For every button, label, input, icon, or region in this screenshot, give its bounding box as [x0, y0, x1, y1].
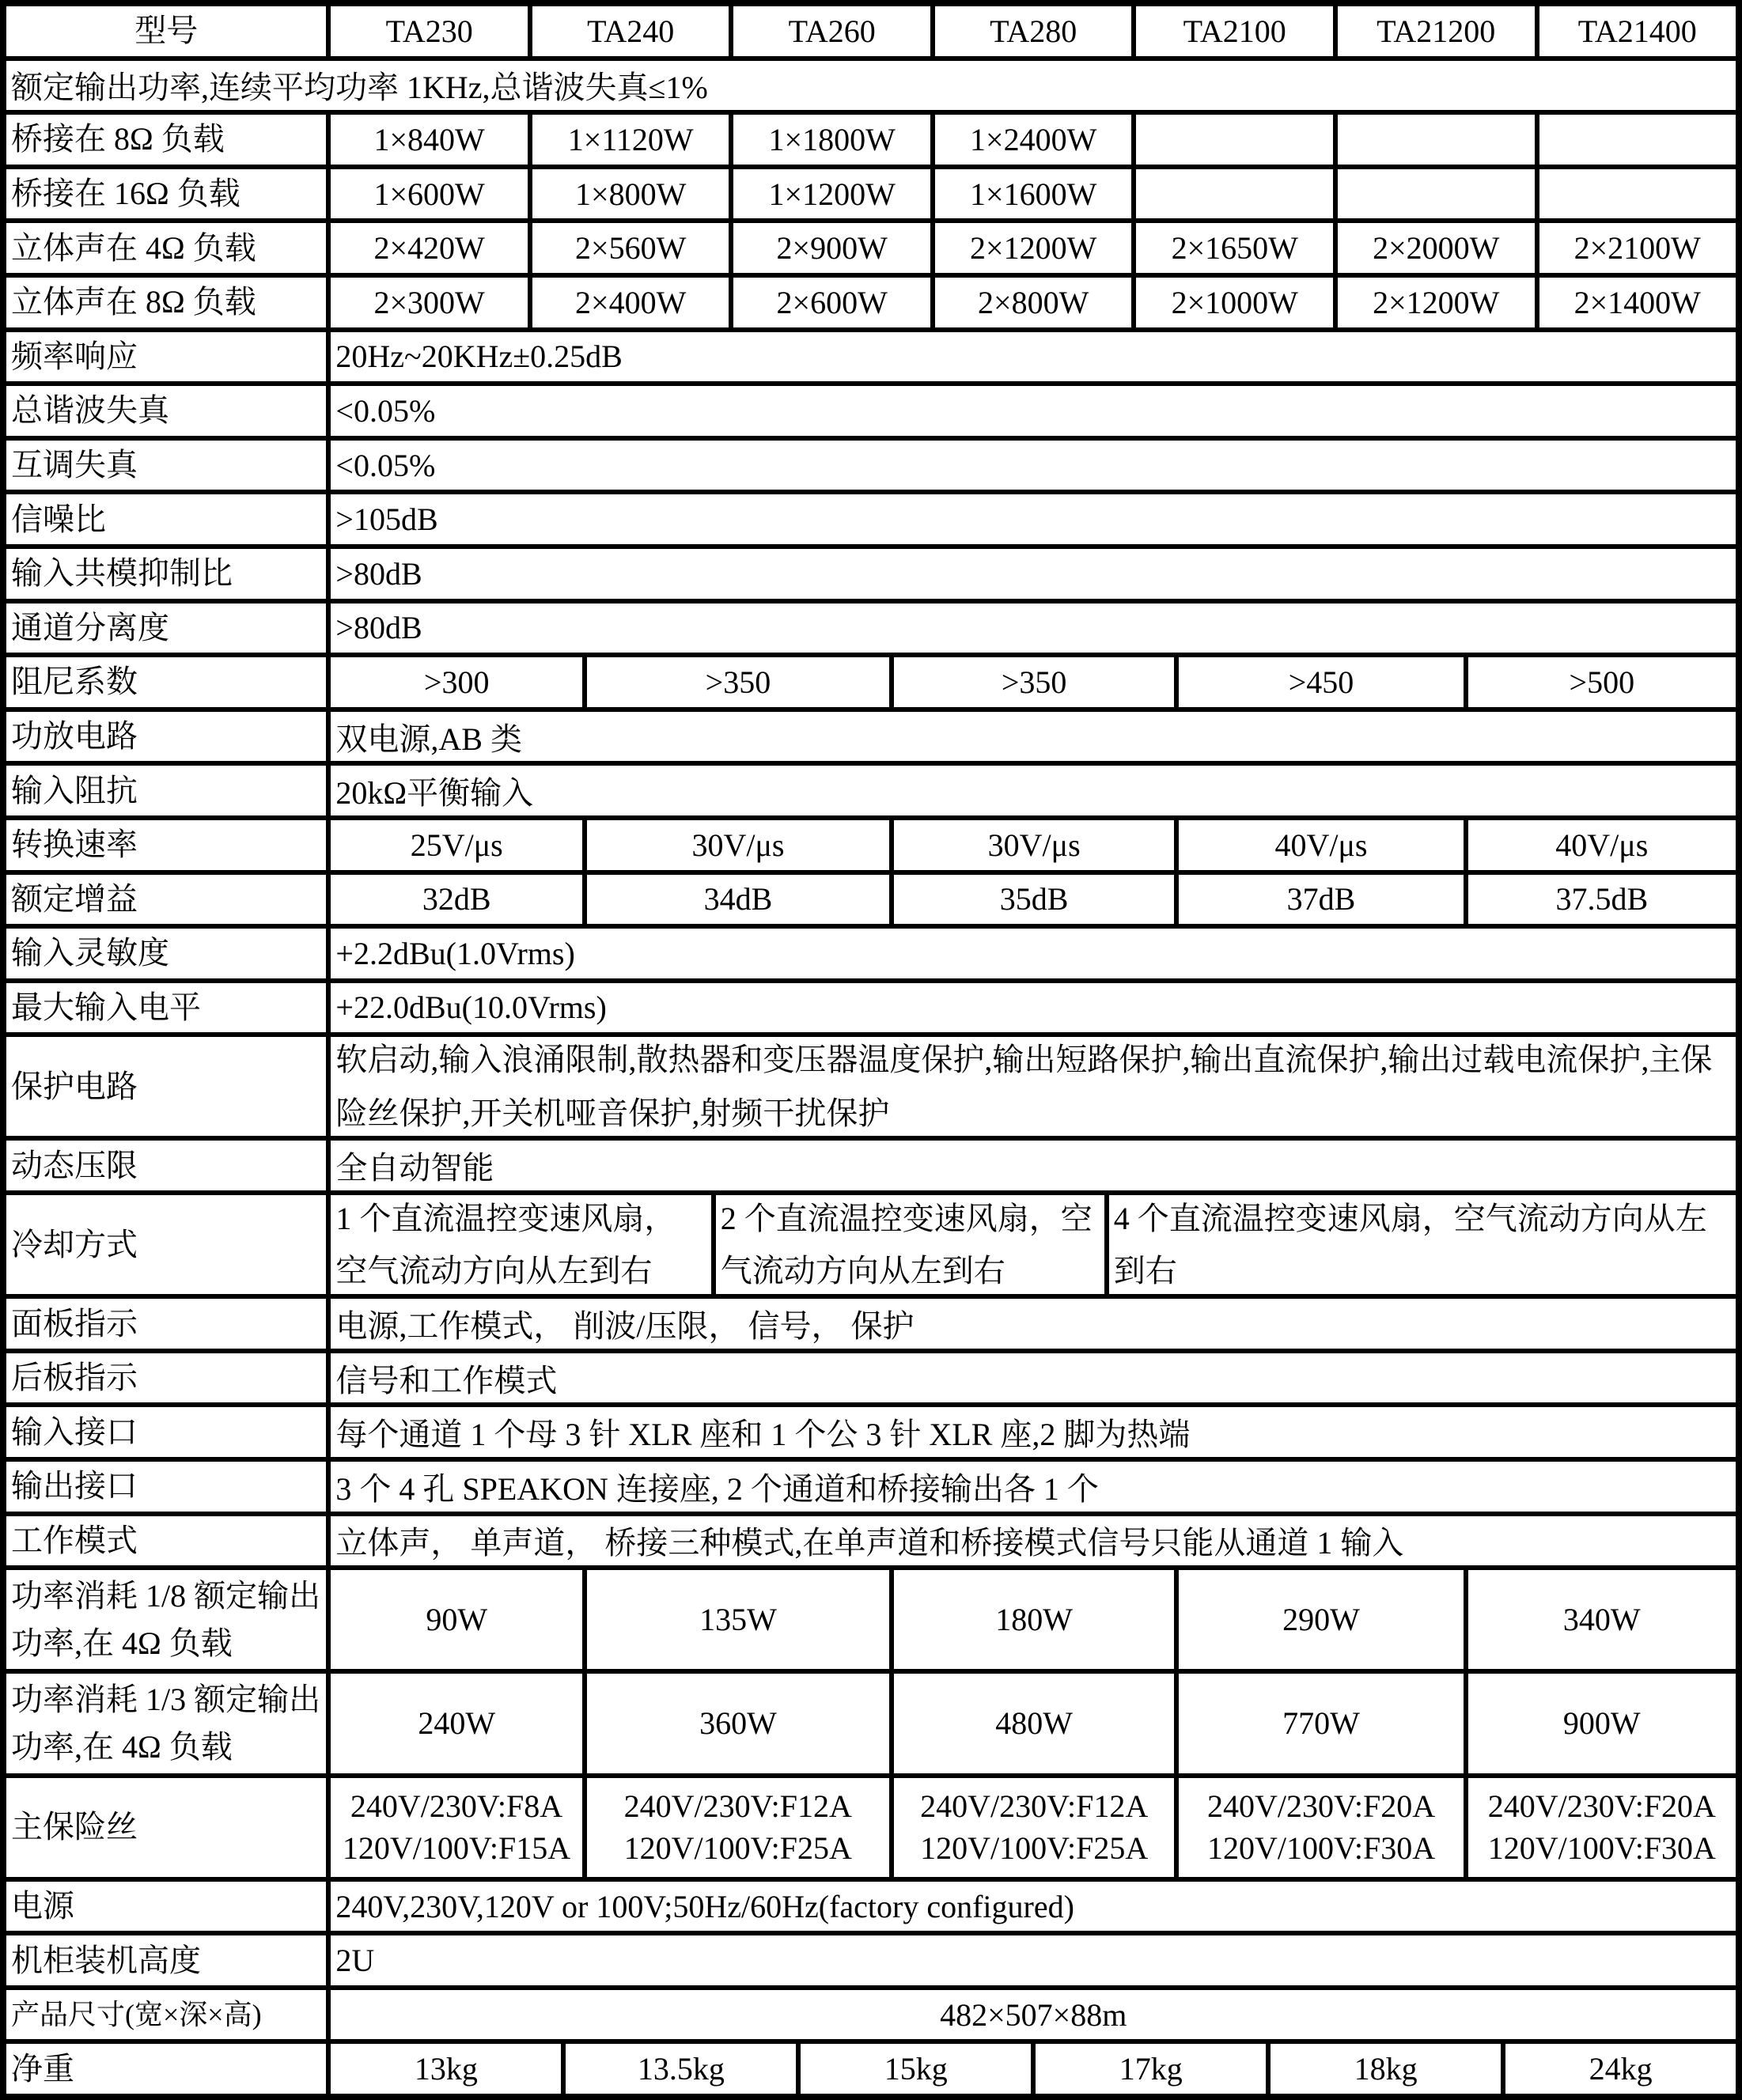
value-cell: 340W — [1464, 1570, 1736, 1669]
value-cell: 18kg — [1266, 2044, 1501, 2094]
row-label: 额定增益 — [11, 880, 138, 917]
value-cell: 2×900W — [729, 223, 930, 273]
value-cell: >105dB — [326, 494, 1736, 544]
value-cell: 1×1120W — [528, 115, 729, 165]
value-cell: 2×600W — [729, 278, 930, 327]
row-label: 阻尼系数 — [11, 664, 138, 700]
value-cell: 4 个直流温控变速风扇，空气流动方向从左到右 — [1104, 1195, 1736, 1294]
value-cell — [1535, 115, 1736, 165]
value-cell: 2×300W — [326, 278, 528, 327]
value-cell: 每个通道 1 个母 3 针 XLR 座和 1 个公 3 针 XLR 座,2 脚为热端 — [326, 1407, 1736, 1457]
value-cell: >450 — [1174, 657, 1463, 707]
value-cell: 信号和工作模式 — [326, 1353, 1736, 1403]
row-label: 立体声在 4Ω 负载 — [11, 229, 256, 266]
value-cell: 37.5dB — [1464, 875, 1736, 925]
row-label: 功率消耗 1/3 额定输出功率,在 4Ω 负载 — [11, 1681, 321, 1765]
row-label: 电源 — [11, 1888, 74, 1924]
fuse-240v: 240V/230V:F20A — [1487, 1788, 1716, 1824]
value-cell: 2U — [326, 1935, 1736, 1985]
value-cell: 1 个直流温控变速风扇，空气流动方向从左到右 — [326, 1195, 710, 1294]
value-cell: 30V/μs — [582, 820, 889, 870]
value-cell: 240V,230V,120V or 100V;50Hz/60Hz(factory configured) — [326, 1882, 1736, 1932]
row-label: 输入共模抑制比 — [11, 555, 233, 592]
value-cell: >350 — [582, 657, 889, 707]
row-frequency-response — [6, 327, 1736, 382]
value-cell: 3 个 4 孔 SPEAKON 连接座, 2 个通道和桥接输出各 1 个 — [326, 1462, 1736, 1512]
row-label: 互调失真 — [11, 447, 138, 483]
value-cell: 900W — [1464, 1674, 1736, 1773]
fuse-120v: 120V/100V:F30A — [1207, 1830, 1436, 1867]
value-cell: 290W — [1174, 1570, 1463, 1669]
row-rated-output-note — [6, 56, 1736, 111]
row-label: 工作模式 — [11, 1522, 138, 1558]
fuse-120v: 120V/100V:F25A — [920, 1830, 1149, 1867]
value-cell — [1535, 169, 1736, 219]
value-cell: 1×1800W — [729, 115, 930, 165]
model-ta260: TA260 — [729, 6, 930, 56]
row-damping-factor — [6, 653, 1736, 707]
row-label: 信噪比 — [11, 501, 106, 537]
row-label: 桥接在 8Ω 负载 — [11, 121, 225, 157]
fuse-240v: 240V/230V:F8A — [350, 1788, 563, 1824]
row-product-dimensions — [6, 1985, 1736, 2040]
value-cell — [582, 1778, 889, 1877]
value-cell: 360W — [582, 1674, 889, 1773]
row-label: 立体声在 8Ω 负载 — [11, 284, 256, 320]
value-cell: 2×400W — [528, 278, 729, 327]
value-cell: 电源,工作模式， 削波/压限， 信号， 保护 — [326, 1299, 1736, 1349]
row-dynamic-limiter — [6, 1136, 1736, 1190]
value-cell: 立体声， 单声道， 桥接三种模式,在单声道和桥接模式信号只能从通道 1 输入 — [326, 1516, 1736, 1566]
row-work-modes — [6, 1512, 1736, 1566]
row-slew-rate — [6, 815, 1736, 870]
row-input-impedance — [6, 761, 1736, 815]
row-bridge-16ohm — [6, 165, 1736, 219]
row-amp-circuit — [6, 707, 1736, 762]
value-cell: 全自动智能 — [326, 1141, 1736, 1190]
row-label: 功放电路 — [11, 718, 138, 755]
value-cell: 770W — [1174, 1674, 1463, 1773]
value-cell — [326, 1778, 581, 1877]
value-cell: +2.2dBu(1.0Vrms) — [326, 929, 1736, 978]
value-cell: 2×2100W — [1535, 223, 1736, 273]
value-cell: 25V/μs — [326, 820, 582, 870]
value-cell: 480W — [889, 1674, 1174, 1773]
row-label: 主保险丝 — [11, 1809, 138, 1845]
value-cell: >80dB — [326, 604, 1736, 653]
value-cell: 2 个直流温控变速风扇，空气流动方向从左到右 — [711, 1195, 1104, 1294]
value-cell — [1333, 115, 1535, 165]
value-cell: 1×2400W — [930, 115, 1132, 165]
value-cell: 2×1000W — [1131, 278, 1333, 327]
row-label: 总谐波失真 — [11, 392, 169, 429]
model-ta280: TA280 — [930, 6, 1132, 56]
row-label: 输入灵敏度 — [11, 935, 169, 971]
row-label: 输出接口 — [11, 1468, 138, 1504]
value-cell: 2×2000W — [1333, 223, 1535, 273]
value-cell: 180W — [889, 1570, 1174, 1669]
value-cell: 1×840W — [326, 115, 528, 165]
value-cell: 35dB — [889, 875, 1174, 925]
fuse-120v: 120V/100V:F15A — [342, 1830, 571, 1867]
row-output-connectors — [6, 1457, 1736, 1512]
value-cell — [1174, 1778, 1463, 1877]
value-cell: >80dB — [326, 549, 1736, 599]
row-imd — [6, 436, 1736, 490]
row-input-connectors — [6, 1402, 1736, 1457]
value-cell: 20Hz~20KHz±0.25dB — [326, 332, 1736, 382]
value-cell: >350 — [889, 657, 1174, 707]
model-ta21400: TA21400 — [1535, 6, 1736, 56]
row-label: 转换速率 — [11, 827, 138, 863]
row-stereo-8ohm — [6, 273, 1736, 327]
value-cell: 2×1400W — [1535, 278, 1736, 327]
row-max-input-level — [6, 978, 1736, 1033]
row-power-consumption-1-3 — [6, 1669, 1736, 1773]
fuse-240v: 240V/230V:F20A — [1207, 1788, 1436, 1824]
value-cell: 软启动,输入浪涌限制,散热器和变压器温度保护,输出短路保护,输出直流保护,输出过载电流保护,主保险丝保护,开关机哑音保护,射频干扰保护 — [326, 1037, 1736, 1136]
row-rear-panel — [6, 1349, 1736, 1403]
row-rated-gain — [6, 870, 1736, 925]
value-cell: <0.05% — [326, 386, 1736, 436]
row-label: 最大输入电平 — [11, 989, 201, 1025]
row-input-sensitivity — [6, 924, 1736, 978]
row-protection — [6, 1032, 1736, 1136]
value-cell: 1×1600W — [930, 169, 1132, 219]
row-mains-power — [6, 1877, 1736, 1932]
row-channel-separation — [6, 599, 1736, 653]
row-label: 面板指示 — [11, 1305, 138, 1341]
row-label: 型号 — [134, 13, 199, 49]
row-label: 保护电路 — [11, 1068, 138, 1104]
value-cell: 2×560W — [528, 223, 729, 273]
value-cell: 2×1650W — [1131, 223, 1333, 273]
row-label: 桥接在 16Ω 负载 — [11, 176, 240, 212]
row-cooling — [6, 1190, 1736, 1294]
value-cell: 13kg — [326, 2044, 561, 2094]
value-cell: 135W — [582, 1570, 889, 1669]
row-rack-height — [6, 1931, 1736, 1985]
fuse-240v: 240V/230V:F12A — [920, 1788, 1149, 1824]
row-model — [6, 6, 1736, 56]
value-cell: 482×507×88m — [326, 1990, 1736, 2040]
row-cmrr — [6, 544, 1736, 599]
value-cell: 2×1200W — [930, 223, 1132, 273]
value-cell — [1333, 169, 1535, 219]
value-cell: 1×800W — [528, 169, 729, 219]
row-label: 产品尺寸(宽×深×高) — [11, 1999, 262, 2031]
row-label: 冷却方式 — [11, 1226, 138, 1262]
value-cell: 34dB — [582, 875, 889, 925]
value-cell: <0.05% — [326, 441, 1736, 490]
row-label: 输入接口 — [11, 1413, 138, 1450]
value-cell: 13.5kg — [561, 2044, 796, 2094]
value-cell: 32dB — [326, 875, 582, 925]
row-power-consumption-1-8 — [6, 1565, 1736, 1669]
value-cell: 37dB — [1174, 875, 1463, 925]
row-bridge-8ohm — [6, 110, 1736, 165]
row-label: 功率消耗 1/8 额定输出功率,在 4Ω 负载 — [11, 1577, 321, 1661]
value-cell: 2×800W — [930, 278, 1132, 327]
row-snr — [6, 490, 1736, 544]
rated-output-note: 额定输出功率,连续平均功率 1KHz,总谐波失真≤1% — [11, 70, 708, 106]
row-label: 机柜装机高度 — [11, 1942, 201, 1978]
value-cell — [889, 1778, 1175, 1877]
value-cell: 30V/μs — [889, 820, 1174, 870]
value-cell: 240W — [326, 1674, 582, 1773]
row-label: 输入阻抗 — [11, 772, 138, 808]
value-cell: 90W — [326, 1570, 582, 1669]
value-cell: 2×1200W — [1333, 278, 1535, 327]
value-cell: 15kg — [796, 2044, 1031, 2094]
fuse-120v: 120V/100V:F25A — [623, 1830, 852, 1867]
value-cell: 2×420W — [326, 223, 528, 273]
row-stereo-4ohm — [6, 218, 1736, 273]
row-label: 净重 — [11, 2050, 74, 2087]
row-thd — [6, 381, 1736, 436]
value-cell: +22.0dBu(10.0Vrms) — [326, 983, 1736, 1033]
model-ta2100: TA2100 — [1131, 6, 1333, 56]
row-label: 后板指示 — [11, 1360, 138, 1396]
value-cell: 1×1200W — [729, 169, 930, 219]
row-label: 通道分离度 — [11, 609, 169, 645]
value-cell: 双电源,AB 类 — [326, 712, 1736, 762]
model-ta240: TA240 — [528, 6, 729, 56]
model-ta21200: TA21200 — [1333, 6, 1535, 56]
row-label: 动态压限 — [11, 1147, 138, 1183]
value-cell: 40V/μs — [1464, 820, 1736, 870]
row-front-panel — [6, 1294, 1736, 1349]
value-cell: 40V/μs — [1174, 820, 1463, 870]
value-cell: 17kg — [1031, 2044, 1266, 2094]
value-cell: 24kg — [1501, 2044, 1736, 2094]
fuse-240v: 240V/230V:F12A — [623, 1788, 852, 1824]
value-cell — [1464, 1778, 1736, 1877]
value-cell — [1131, 169, 1333, 219]
model-ta230: TA230 — [326, 6, 528, 56]
value-cell: >300 — [326, 657, 582, 707]
row-label: 频率响应 — [11, 338, 138, 374]
value-cell: 1×600W — [326, 169, 528, 219]
row-main-fuse — [6, 1773, 1736, 1877]
value-cell: 20kΩ平衡输入 — [326, 766, 1736, 815]
fuse-120v: 120V/100V:F30A — [1487, 1830, 1716, 1867]
row-net-weight — [6, 2039, 1736, 2094]
value-cell — [1131, 115, 1333, 165]
value-cell: >500 — [1464, 657, 1736, 707]
